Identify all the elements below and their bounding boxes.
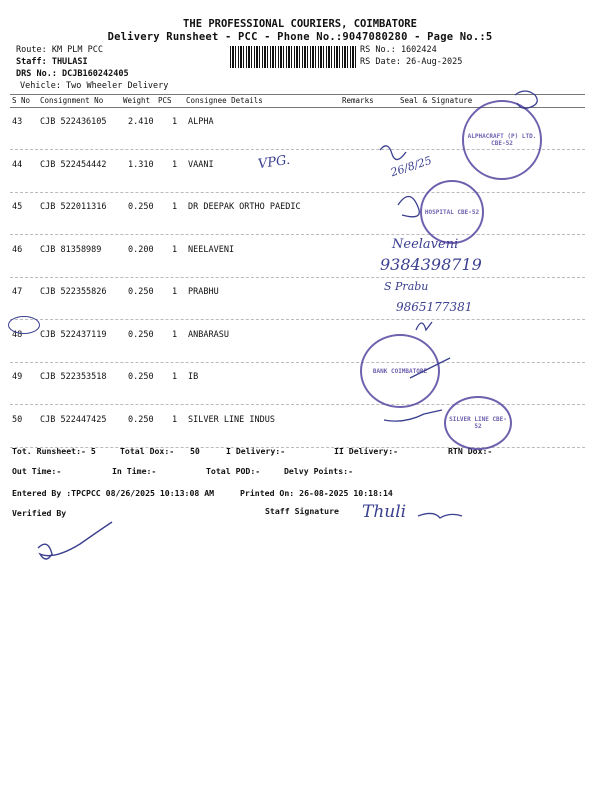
signature-row49 <box>410 358 450 378</box>
handwritten-phone-1: 9384398719 <box>380 255 482 274</box>
row-consignment: CJB 522447425 <box>40 414 107 425</box>
out-time: Out Time:- <box>12 466 62 476</box>
stamp-silverline: SILVER LINE CBE-52 <box>444 396 512 450</box>
in-time: In Time:- <box>112 466 157 476</box>
col-remarks: Remarks <box>342 96 374 105</box>
row-sno: 45 <box>12 202 23 212</box>
col-consignment: Consignment No <box>40 96 104 105</box>
row-pcs: 1 <box>172 287 178 297</box>
row-consignment: CJB 81358989 <box>40 244 102 255</box>
row-pcs: 1 <box>172 372 178 382</box>
verified-by: Verified By <box>12 508 67 518</box>
handwritten-vpg: VPG. <box>257 152 292 173</box>
signature-row48 <box>416 322 432 330</box>
staff: Staff: THULASI <box>16 57 88 67</box>
handwritten-date: 26/8/25 <box>389 153 434 180</box>
row-consignment: CJB 522437119 <box>40 329 107 340</box>
row-weight: 0.250 <box>128 329 154 340</box>
row-consignment: CJB 522454442 <box>40 159 107 170</box>
stamp-bank: BANK COIMBATORE <box>360 334 440 408</box>
row-weight: 0.200 <box>128 244 154 255</box>
signature-ab <box>515 91 537 108</box>
handwritten-phone-2: 9865177381 <box>396 300 473 314</box>
signature-staff-tail <box>418 513 462 518</box>
row-sno: 50 <box>12 414 23 425</box>
row-sno: 48 <box>12 329 23 340</box>
row-pcs: 1 <box>172 414 178 425</box>
row-pcs: 1 <box>172 159 178 170</box>
row-consignment: CJB 522436105 <box>40 117 107 127</box>
row-pcs: 1 <box>172 202 178 212</box>
runsheet-subtitle: Delivery Runsheet - PCC - Phone No.:9047080280 - Page No.:5 <box>107 31 493 43</box>
tot-runsheet: Tot. Runsheet:- 5 <box>12 446 96 456</box>
signature-row45 <box>398 196 419 216</box>
col-seal: Seal & Signature <box>400 96 473 105</box>
col-sno: S No <box>12 96 31 105</box>
drs-no: DRS No.: DCJB160242405 <box>16 69 129 79</box>
row-consignment: CJB 522355826 <box>40 287 107 297</box>
total-dox-value: 50 <box>190 446 200 456</box>
rtn-dox: RTN Dox:- <box>448 446 493 456</box>
row-weight: 0.250 <box>128 287 154 297</box>
ii-delivery: II Delivery:- <box>334 446 399 456</box>
row-sno: 43 <box>12 117 23 127</box>
row-pcs: 1 <box>172 117 178 127</box>
row-sno: 47 <box>12 287 23 297</box>
rs-no: RS No.: 1602424 <box>360 45 437 55</box>
row-sno: 49 <box>12 372 23 382</box>
handwritten-staff-signature: Thuli <box>362 502 407 522</box>
row-consignment: CJB 522011316 <box>40 202 107 212</box>
i-delivery: I Delivery:- <box>226 446 286 456</box>
printed-on: Printed On: 26-08-2025 10:18:14 <box>240 488 393 498</box>
row-sno: 46 <box>12 244 23 255</box>
row-consignee: ANBARASU <box>188 329 229 340</box>
col-weight: Weight <box>123 96 151 105</box>
total-pod: Total POD:- <box>206 466 261 476</box>
row-weight: 1.310 <box>128 159 154 170</box>
signature-verified <box>38 522 112 559</box>
company-title: THE PROFESSIONAL COURIERS, COIMBATORE <box>183 18 417 30</box>
row-consignee: PRABHU <box>188 287 219 297</box>
row-sno: 44 <box>12 159 23 170</box>
delvy-points: Delvy Points:- <box>284 466 354 476</box>
row-consignee: ALPHA <box>188 117 214 127</box>
stamp-alphacraft: ALPHACRAFT (P) LTD. CBE-52 <box>462 100 542 180</box>
staff-signature-label: Staff Signature <box>265 506 339 516</box>
rs-date: RS Date: 26-Aug-2025 <box>360 57 463 67</box>
col-consignee: Consignee Details <box>186 96 263 105</box>
row-consignee: DR DEEPAK ORTHO PAEDIC <box>188 202 301 212</box>
row-pcs: 1 <box>172 329 178 340</box>
row-consignee: IB <box>188 372 199 382</box>
row-weight: 0.250 <box>128 414 154 425</box>
row-consignee: NEELAVENI <box>188 244 235 255</box>
handwritten-prabu: S Prabu <box>384 280 429 293</box>
row-consignment: CJB 522353518 <box>40 372 107 382</box>
row-pcs: 1 <box>172 244 178 255</box>
row-weight: 0.250 <box>128 202 154 212</box>
total-dox-label: Total Dox:- <box>120 446 175 456</box>
route: Route: KM PLM PCC <box>16 45 103 55</box>
signature-row44 <box>380 146 406 160</box>
vehicle: Vehicle: Two Wheeler Delivery <box>20 81 169 91</box>
handwritten-neelaveni: Neelaveni <box>392 237 459 252</box>
row-consignee: SILVER LINE INDUS <box>188 414 275 425</box>
entered-by: Entered By :TPCPCC 08/26/2025 10:13:08 AM <box>12 488 215 498</box>
row-weight: 0.250 <box>128 372 154 382</box>
row-weight: 2.410 <box>128 117 154 127</box>
col-pcs: PCS <box>158 96 172 105</box>
row-consignee: VAANI <box>188 159 214 170</box>
signature-row50 <box>384 410 442 421</box>
stamp-hospital: HOSPITAL CBE-52 <box>420 180 484 244</box>
